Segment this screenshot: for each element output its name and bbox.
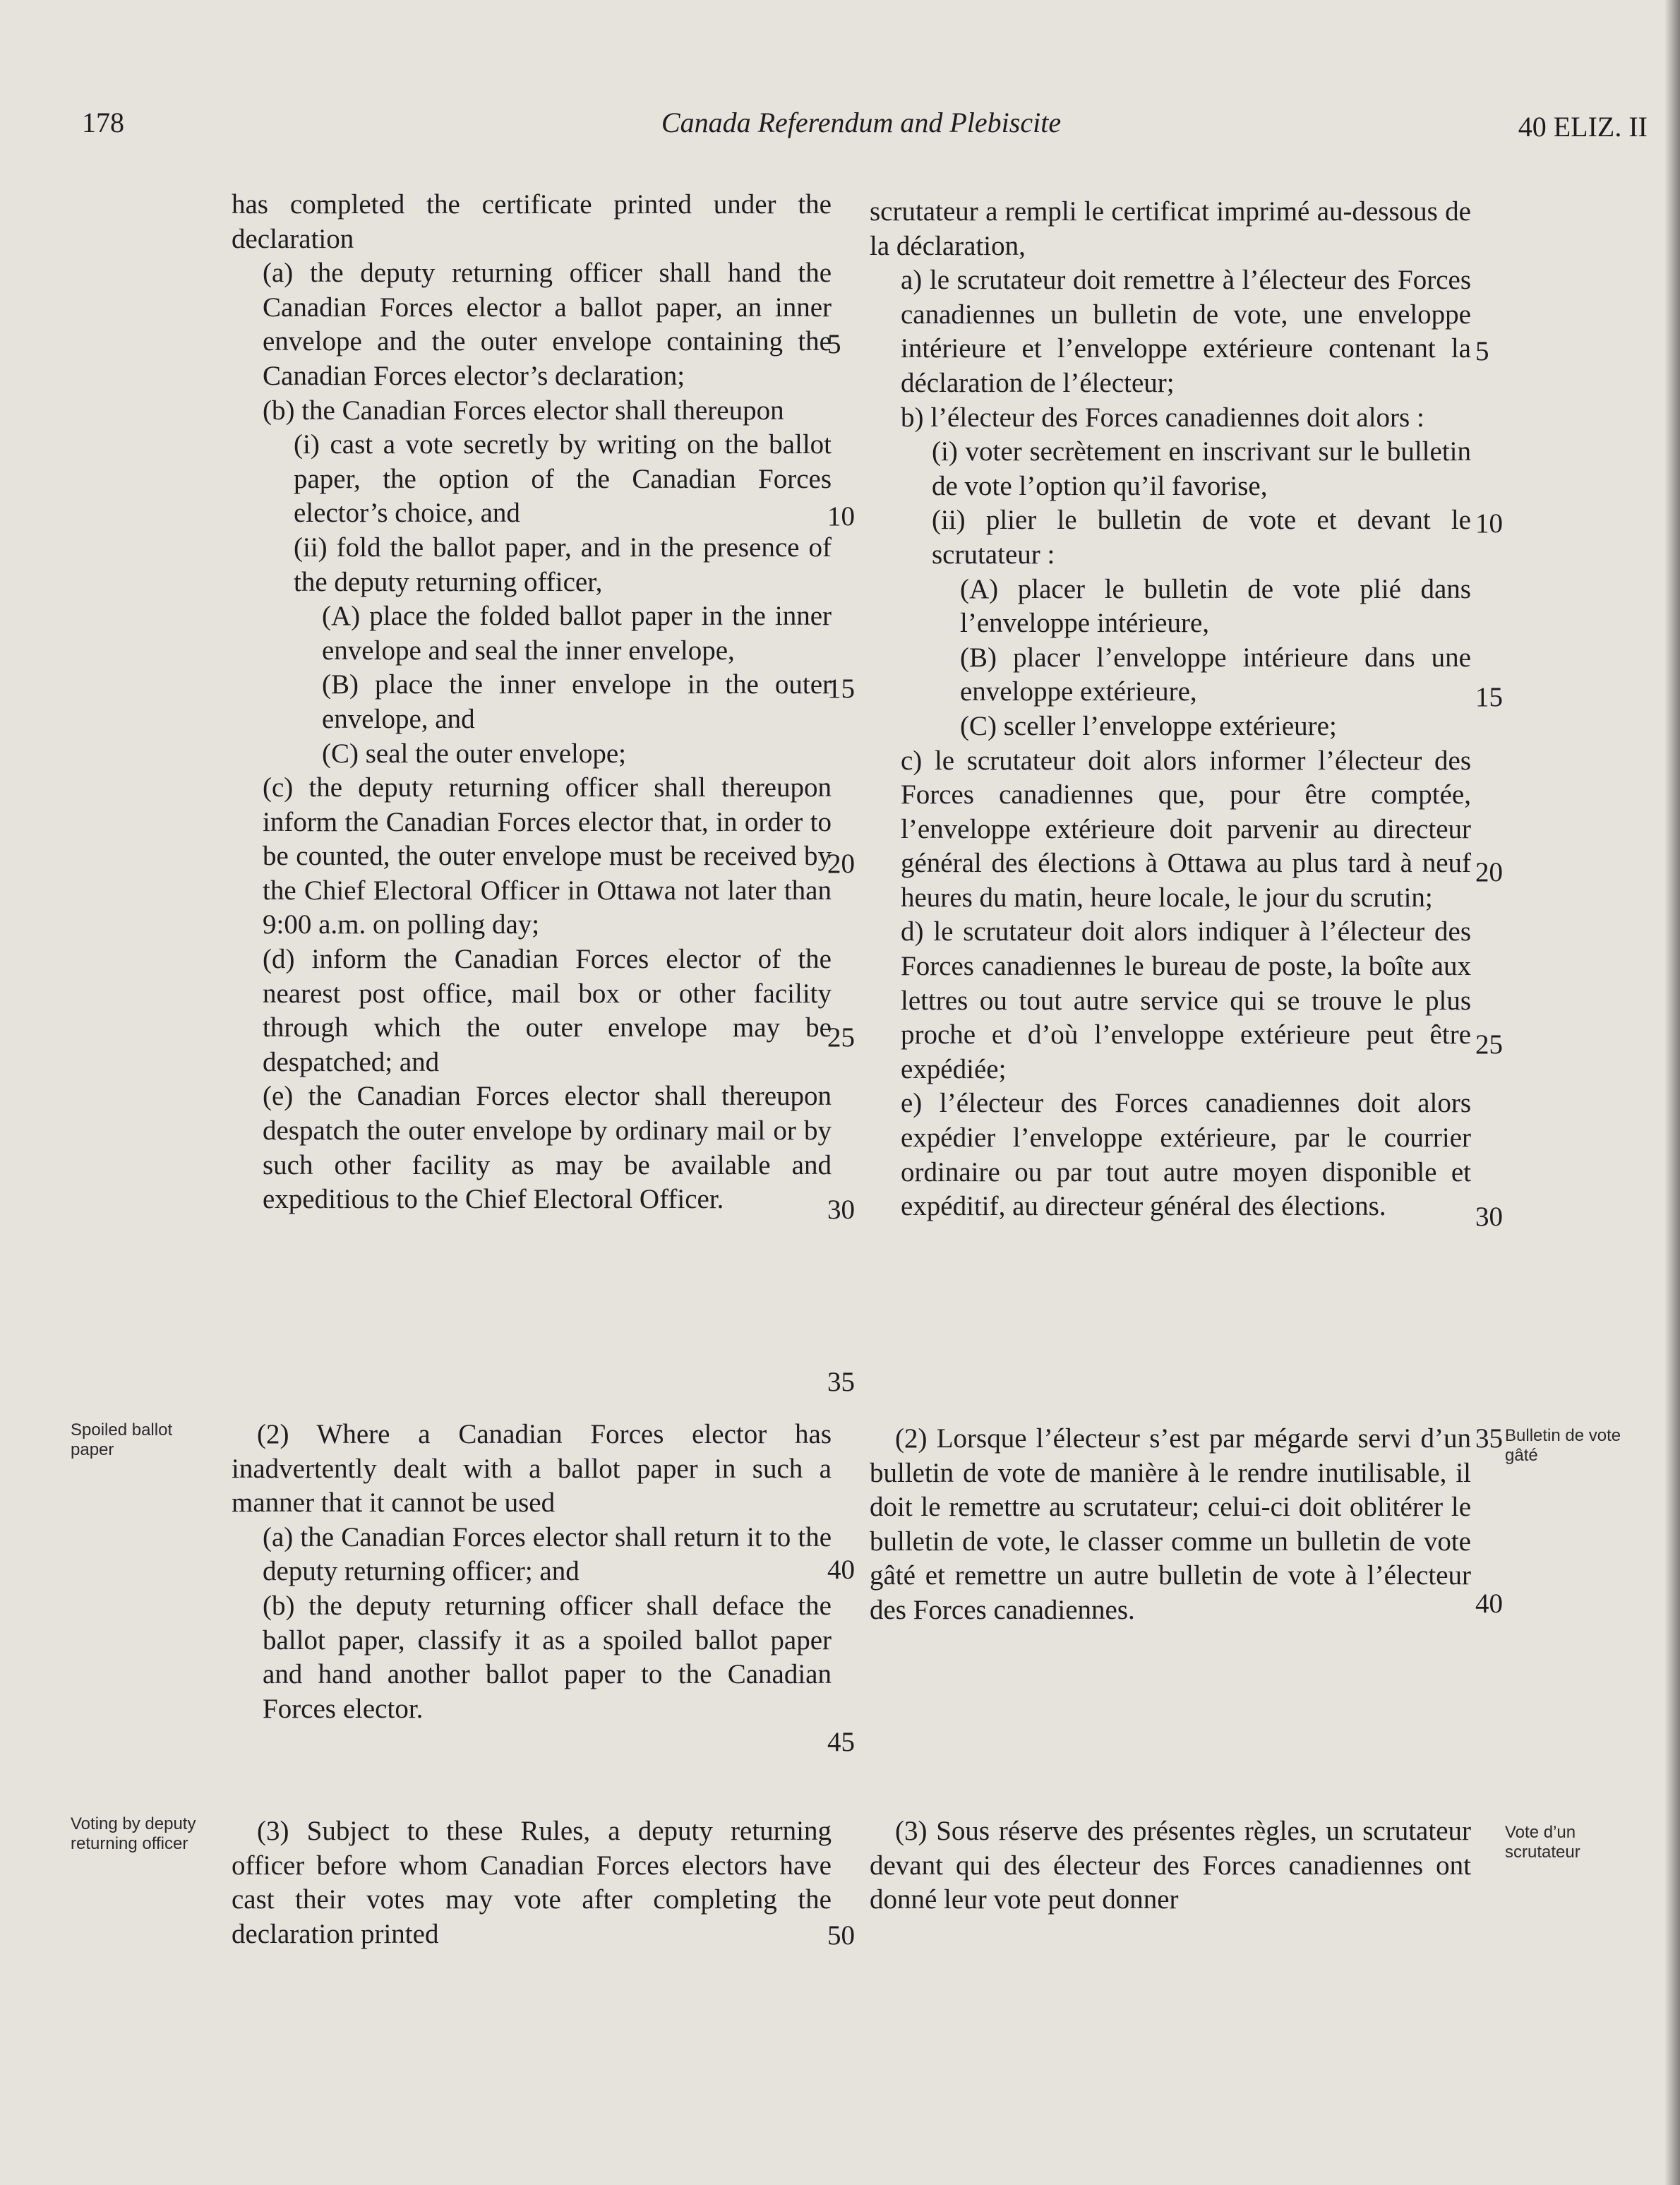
english-subsection-2 xyxy=(232,1418,832,1726)
fr-text-lead: scrutateur a rempli le certificat imprimé au-dessous de la déclaration, xyxy=(870,196,1471,261)
en-subpara-i: (i) cast a vote secretly by writing on the ballot paper, the option of the Canadian Forces elector’s choice, and xyxy=(294,429,832,529)
marginal-note-bulletin-gate: Bulletin de vote gâté xyxy=(1505,1426,1621,1465)
line-number: 10 xyxy=(827,501,855,532)
en-2-para-a: (a) the Canadian Forces elector shall return it to the deputy returning officer; and xyxy=(263,1521,832,1587)
en-subsection-2-text: (2) Where a Canadian Forces elector has inadvertently dealt with a ballot paper in such a manner that it cannot be used xyxy=(232,1419,832,1519)
page-edge-shadow xyxy=(1664,0,1680,2185)
marginal-note-spoiled-ballot: Spoiled ballot paper xyxy=(71,1420,173,1459)
line-number: 35 xyxy=(827,1367,855,1397)
fr-para-e: e) l’électeur des Forces canadiennes doit alors expédier l’enveloppe extérieure, par le courrier ordinaire ou par tout autre moyen disponible et expéditif, au directeur général des élections. xyxy=(901,1088,1471,1222)
en-para-e: (e) the Canadian Forces elector shall thereupon despatch the outer envelope by ordinary mail or by such other facility as may be available and expeditious to the Chief Electoral Officer. xyxy=(263,1081,832,1215)
english-column xyxy=(232,188,832,1217)
line-number: 40 xyxy=(1475,1588,1503,1619)
en-clause-B: (B) place the inner envelope in the outer envelope, and xyxy=(322,669,832,734)
line-number: 50 xyxy=(827,1920,855,1951)
line-number: 35 xyxy=(1475,1423,1503,1454)
line-number: 5 xyxy=(827,329,841,359)
fr-clause-A: (A) placer le bulletin de vote plié dans l’enveloppe intérieure, xyxy=(960,573,1471,639)
line-number: 25 xyxy=(1475,1029,1503,1060)
fr-para-a: a) le scrutateur doit remettre à l’électeur des Forces canadiennes un bulletin de vote, une enveloppe intérieure et l’enveloppe extérieure contenant la déclaration de l’électeur; xyxy=(901,265,1471,398)
fr-clause-C: (C) sceller l’enveloppe extérieure; xyxy=(960,710,1337,741)
fr-para-b: b) l’électeur des Forces canadiennes doit alors : xyxy=(901,402,1424,433)
line-number: 15 xyxy=(827,674,855,704)
line-number: 25 xyxy=(827,1022,855,1053)
fr-para-d: d) le scrutateur doit alors indiquer à l’électeur des Forces canadiennes le bureau de poste, la boîte aux lettres ou tout autre service qui se trouve le plus proche et d’où l’enveloppe extérieure peut être expédiée; xyxy=(901,916,1471,1084)
fr-subsection-3-text: (3) Sous réserve des présentes règles, un scrutateur devant qui des électeur des Forces canadiennes ont donné leur vote peut donner xyxy=(870,1816,1471,1915)
en-2-para-b: (b) the deputy returning officer shall deface the ballot paper, classify it as a spoiled ballot paper and hand another ballot paper to the Canadian Forces elector. xyxy=(263,1590,832,1724)
en-text-lead: has completed the certificate printed under the declaration xyxy=(232,189,832,254)
en-para-d: (d) inform the Canadian Forces elector of the nearest post office, mail box or other facility through which the outer envelope may be despatched; and xyxy=(263,944,832,1077)
french-subsection-2 xyxy=(870,1422,1471,1628)
marginal-note-voting-by-dro: Voting by deputy returning officer xyxy=(71,1814,196,1853)
en-para-c: (c) the deputy returning officer shall thereupon inform the Canadian Forces elector that, in order to be counted, the outer envelope must be received by the Chief Electoral Officer in Ottawa not later than 9:00 a.m. on polling day; xyxy=(263,772,832,940)
fr-subpara-i: (i) voter secrètement en inscrivant sur le bulletin de vote l’option qu’il favorise, xyxy=(932,436,1471,501)
french-column xyxy=(870,195,1471,1224)
marginal-note-vote-scrutateur: Vote d’un scrutateur xyxy=(1505,1823,1580,1862)
en-para-a: (a) the deputy returning officer shall hand the Canadian Forces elector a ballot paper, an inner envelope and the outer envelope containing the Canadian Forces elector’s declaration; xyxy=(263,258,832,391)
regnal-year: 40 ELIZ. II xyxy=(1518,111,1648,143)
en-subpara-ii: (ii) fold the ballot paper, and in the presence of the deputy returning officer, xyxy=(294,532,832,597)
fr-subpara-ii: (ii) plier le bulletin de vote et devant le scrutateur : xyxy=(932,505,1471,570)
line-number: 10 xyxy=(1475,508,1503,539)
line-number: 15 xyxy=(1475,682,1503,712)
en-clause-C: (C) seal the outer envelope; xyxy=(322,738,626,769)
line-number: 40 xyxy=(827,1555,855,1585)
fr-para-c: c) le scrutateur doit alors informer l’électeur des Forces canadiennes que, pour être comptée, l’enveloppe extérieure doit parvenir au directeur général des élections à Ottawa au plus tard à neuf heures du matin, heure locale, le jour du scrutin; xyxy=(901,745,1471,913)
french-subsection-3 xyxy=(870,1814,1471,1917)
line-number: 5 xyxy=(1475,336,1489,366)
line-number: 30 xyxy=(1475,1202,1503,1232)
en-para-b: (b) the Canadian Forces elector shall thereupon xyxy=(263,395,784,426)
line-number: 20 xyxy=(1475,857,1503,887)
page-number: 178 xyxy=(82,107,124,138)
fr-subsection-2-text: (2) Lorsque l’électeur s’est par mégarde servi d’un bulletin de vote de manière à le rendre inutilisable, il doit le remettre au scrutateur; celui-ci doit oblitérer le bulletin de vote, le classer comme un bulletin de vote gâté et remettre un autre bulletin de vote à l’électeur des Forces canadiennes. xyxy=(870,1423,1471,1625)
line-number: 45 xyxy=(827,1727,855,1757)
line-number: 20 xyxy=(827,849,855,879)
english-subsection-3 xyxy=(232,1814,832,1951)
en-subsection-3-text: (3) Subject to these Rules, a deputy returning officer before whom Canadian Forces electors have cast their votes may vote after completing the declaration printed xyxy=(232,1816,832,1949)
en-clause-A: (A) place the folded ballot paper in the inner envelope and seal the inner envelope, xyxy=(322,601,832,666)
line-number: 30 xyxy=(827,1195,855,1225)
page-title: Canada Referendum and Plebiscite xyxy=(661,107,1062,138)
fr-clause-B: (B) placer l’enveloppe intérieure dans une enveloppe extérieure, xyxy=(960,642,1471,707)
